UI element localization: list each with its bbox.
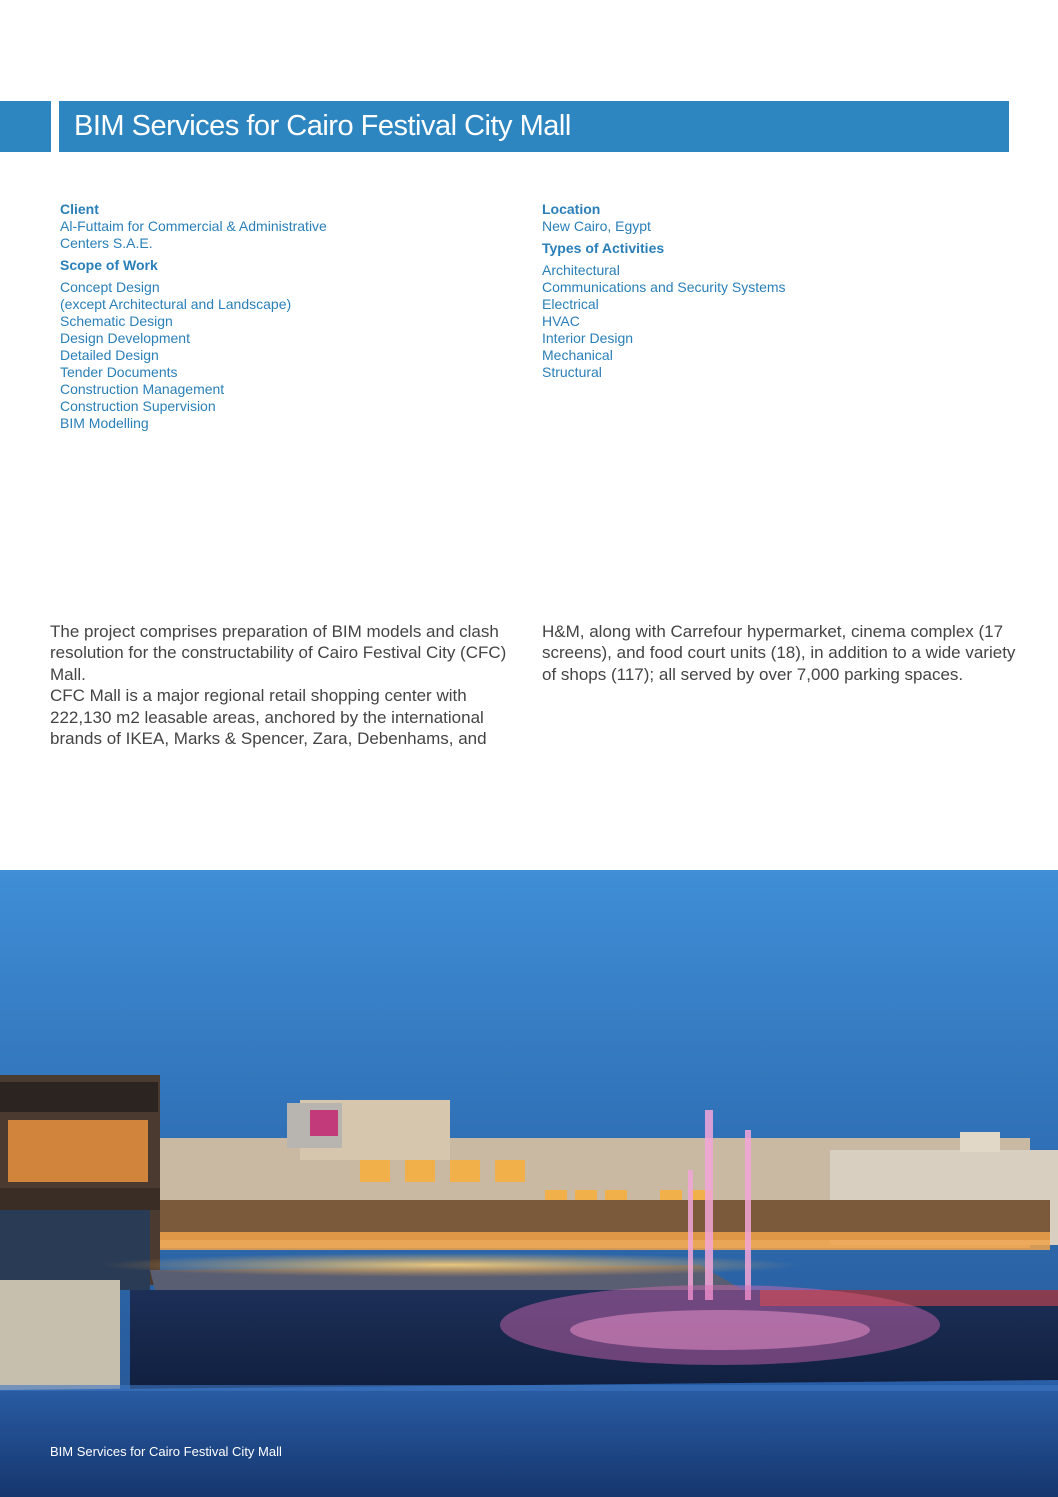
- description-right: H&M, along with Carrefour hypermarket, cinema complex (17 screens), and food court units (18), in addition to a wide variety of shops (117); all served by over 7,000 parking spaces.: [542, 622, 1016, 684]
- list-item: Communications and Security Systems: [542, 279, 786, 295]
- scope-list: [60, 279, 480, 432]
- title-bar: [59, 101, 1009, 152]
- list-item: HVAC: [542, 313, 580, 329]
- list-item: Interior Design: [542, 330, 634, 346]
- list-item: Electrical: [542, 296, 599, 312]
- list-item: BIM Modelling: [60, 415, 149, 431]
- activities-list: [542, 262, 962, 381]
- list-item: Construction Supervision: [60, 398, 216, 414]
- project-details-right: [542, 201, 962, 381]
- page-title: BIM Services for Cairo Festival City Mall: [74, 110, 571, 142]
- list-item: Detailed Design: [60, 347, 159, 363]
- client-value-line2: Centers S.A.E.: [60, 235, 153, 251]
- activities-label: Types of Activities: [542, 240, 665, 256]
- list-item: Design Development: [60, 330, 190, 346]
- list-item: Structural: [542, 364, 602, 380]
- mall-photo: [0, 870, 1058, 1497]
- list-item: Schematic Design: [60, 313, 173, 329]
- list-item: Architectural: [542, 262, 620, 278]
- location-label: Location: [542, 201, 601, 217]
- description-left: The project comprises preparation of BIM models and clash resolution for the constructability of Cairo Festival City (CFC) Mall. CFC Mall is a major regional retail shopping center with 222,130 m2 leasable areas, anchored by the international brands of IKEA, Marks & Spencer, Zara, Debenhams, and: [50, 622, 507, 749]
- list-item: Mechanical: [542, 347, 613, 363]
- location-value: New Cairo, Egypt: [542, 218, 651, 234]
- client-label: Client: [60, 201, 99, 217]
- header-accent-tab: [0, 101, 51, 152]
- client-value-line1: Al-Futtaim for Commercial & Administrative: [60, 218, 327, 234]
- list-item: Construction Management: [60, 381, 225, 397]
- scope-label: Scope of Work: [60, 257, 158, 273]
- project-details-left: [60, 201, 480, 432]
- list-item: Concept Design: [60, 279, 160, 295]
- list-item: (except Architectural and Landscape): [60, 296, 292, 312]
- photo-caption: BIM Services for Cairo Festival City Mall: [50, 1444, 282, 1459]
- list-item: Tender Documents: [60, 364, 178, 380]
